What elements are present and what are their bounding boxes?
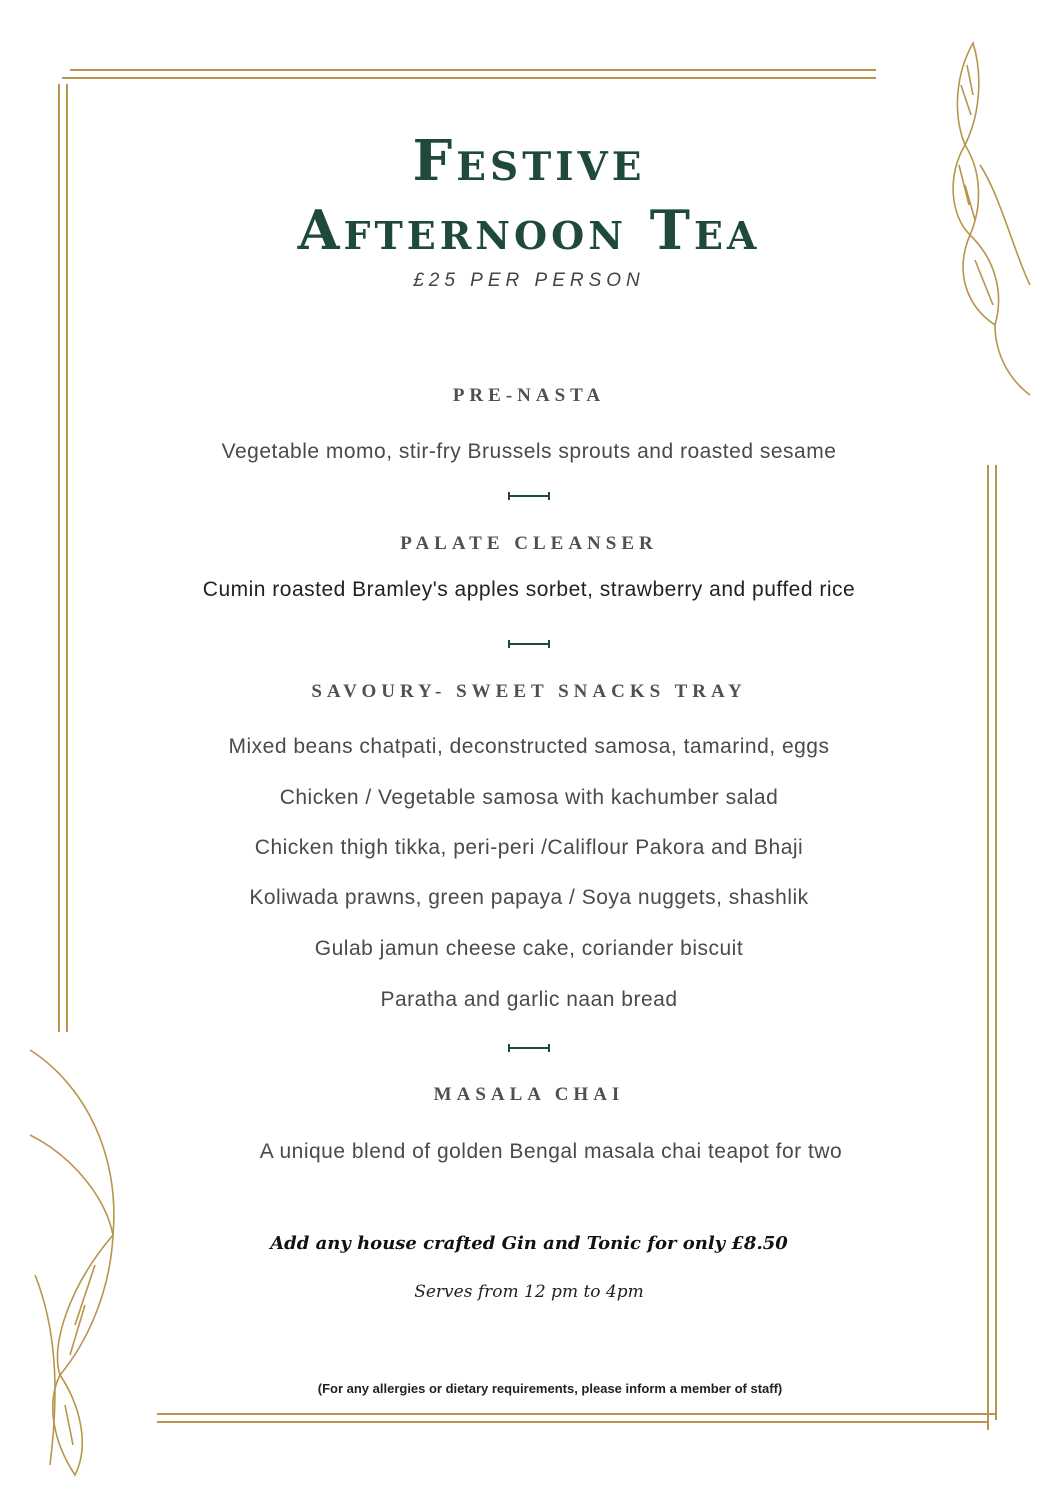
dish-item: Chicken / Vegetable samosa with kachumber salad	[279, 786, 779, 809]
dish-item: Gulab jamun cheese cake, coriander biscuit	[314, 937, 744, 960]
section-divider	[508, 495, 550, 497]
section-heading-palate-cleanser: PALATE CLEANSER	[400, 533, 658, 554]
dish-item: Cumin roasted Bramley's apples sorbet, strawberry and puffed rice	[202, 578, 856, 601]
dish-item: Mixed beans chatpati, deconstructed samosa, tamarind, eggs	[228, 735, 830, 758]
dish-item: A unique blend of golden Bengal masala chai teapot for two	[259, 1140, 843, 1163]
section-divider	[508, 643, 550, 645]
section-heading-pre-nasta: PRE-NASTA	[452, 385, 606, 406]
gin-tonic-offer: Add any house crafted Gin and Tonic for only £8.50	[270, 1233, 788, 1254]
dish-item: Paratha and garlic naan bread	[380, 988, 678, 1011]
section-heading-snacks-tray: SAVOURY- SWEET SNACKS TRAY	[311, 681, 747, 702]
price-per-person: £25 PER PERSON	[413, 270, 645, 291]
allergy-notice: (For any allergies or dietary requirements, please inform a member of staff)	[317, 1381, 783, 1396]
menu-title-line1: Festive	[412, 128, 646, 194]
section-heading-masala-chai: MASALA CHAI	[433, 1084, 625, 1105]
leaf-ornament-bottom-left	[25, 1045, 130, 1485]
dish-item: Chicken thigh tikka, peri-peri /Califlour Pakora and Bhaji	[254, 836, 804, 859]
dish-item: Vegetable momo, stir-fry Brussels sprouts and roasted sesame	[221, 440, 837, 463]
serving-time: Serves from 12 pm to 4pm	[414, 1282, 644, 1302]
section-divider	[508, 1047, 550, 1049]
menu-title-line2: Afternoon Tea	[297, 198, 761, 262]
dish-item: Koliwada prawns, green papaya / Soya nuggets, shashlik	[249, 886, 809, 909]
